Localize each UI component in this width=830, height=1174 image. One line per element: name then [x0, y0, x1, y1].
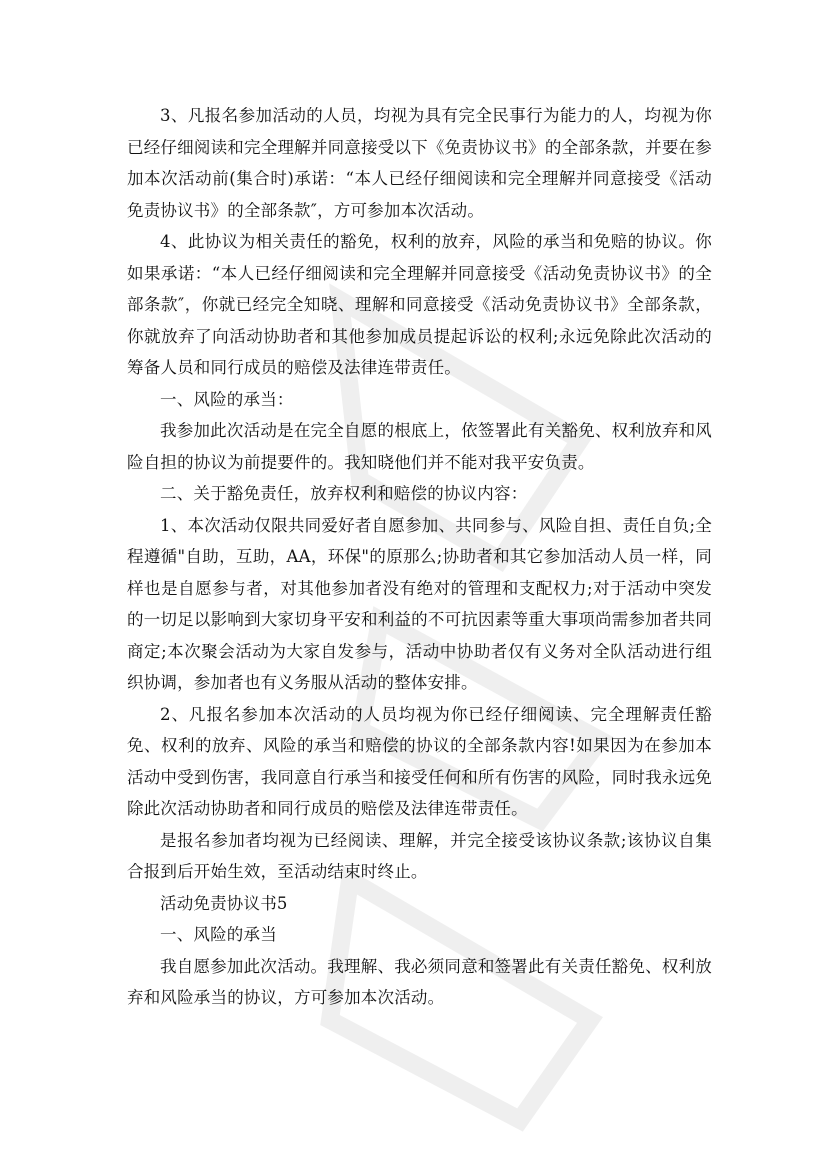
paragraph-clause-3: 3、凡报名参加活动的人员，均视为具有完全民事行为能力的人，均视为你已经仔细阅读和完全理解并同意接受以下《免责协议书》的全部条款，并要在参加本次活动前(集合时)承诺：“本人已经仔细阅读和完全理解并同意接受《活动免责协议书》的全部条款″，方可参加本次活动。 — [127, 106, 712, 220]
paragraph-voluntary: 我自愿参加此次活动。我理解、我必须同意和签署此有关责任豁免、权利放弃和风险承当的协议，方可参加本次活动。 — [127, 956, 712, 1007]
paragraph-waiver-2: 2、凡报名参加本次活动的人员均视为你已经仔细阅读、完全理解责任豁免、权利的放弃、风险的承当和赔偿的协议的全部条款内容!如果因为在参加本活动中受到伤害，我同意自行承当和接受任何和所有伤害的风险，同时我永远免除此次活动协助者和同行成员的赔偿及法律连带责任。 — [127, 704, 712, 818]
paragraph-acceptance: 是报名参加者均视为已经阅读、理解，并完全接受该协议条款;该协议自集合报到后开始生效，至活动结束时终止。 — [127, 830, 712, 881]
paragraph-risk-statement: 我参加此次活动是在完全自愿的根底上，依签署此有关豁免、权利放弃和风险自担的协议为前提要件的。我知晓他们并不能对我平安负责。 — [127, 421, 712, 472]
section-heading-risk-2: 一、风险的承当 — [160, 925, 277, 944]
section-heading-risk: 一、风险的承当： — [160, 389, 294, 409]
document-body — [127, 100, 712, 1014]
paragraph-waiver-1: 1、本次活动仅限共同爱好者自愿参加、共同参与、风险自担、责任自负;全程遵循"自助，互助，AA，环保"的原那么;协助者和其它参加活动人员一样，同样也是自愿参与者，对其他参加者没有绝对的管理和支配权力;对于活动中突发的一切足以影响到大家切身平安和利益的不可抗因素等重大事项尚需参加者共同商定;本次聚会活动为大家自发参与，活动中协助者仅有义务对全队活动进行组织协调，参加者也有义务服从活动的整体安排。 — [127, 515, 712, 692]
section-heading-waiver: 二、关于豁免责任，放弃权利和赔偿的协议内容： — [160, 484, 528, 503]
document-subtitle: 活动免责协议书5 — [160, 893, 288, 913]
paragraph-clause-4: 4、此协议为相关责任的豁免，权利的放弃，风险的承当和免赔的协议。你如果承诺：“本人已经仔细阅读和完全理解并同意接受《活动免责协议书》的全部条款″，你就已经完全知晓、理解和同意接受《活动免责协议书》全部条款，你就放弃了向活动协助者和其他参加成员提起诉讼的权利;永远免除此次活动的筹备人员和同行成员的赔偿及法律连带责任。 — [127, 232, 712, 377]
